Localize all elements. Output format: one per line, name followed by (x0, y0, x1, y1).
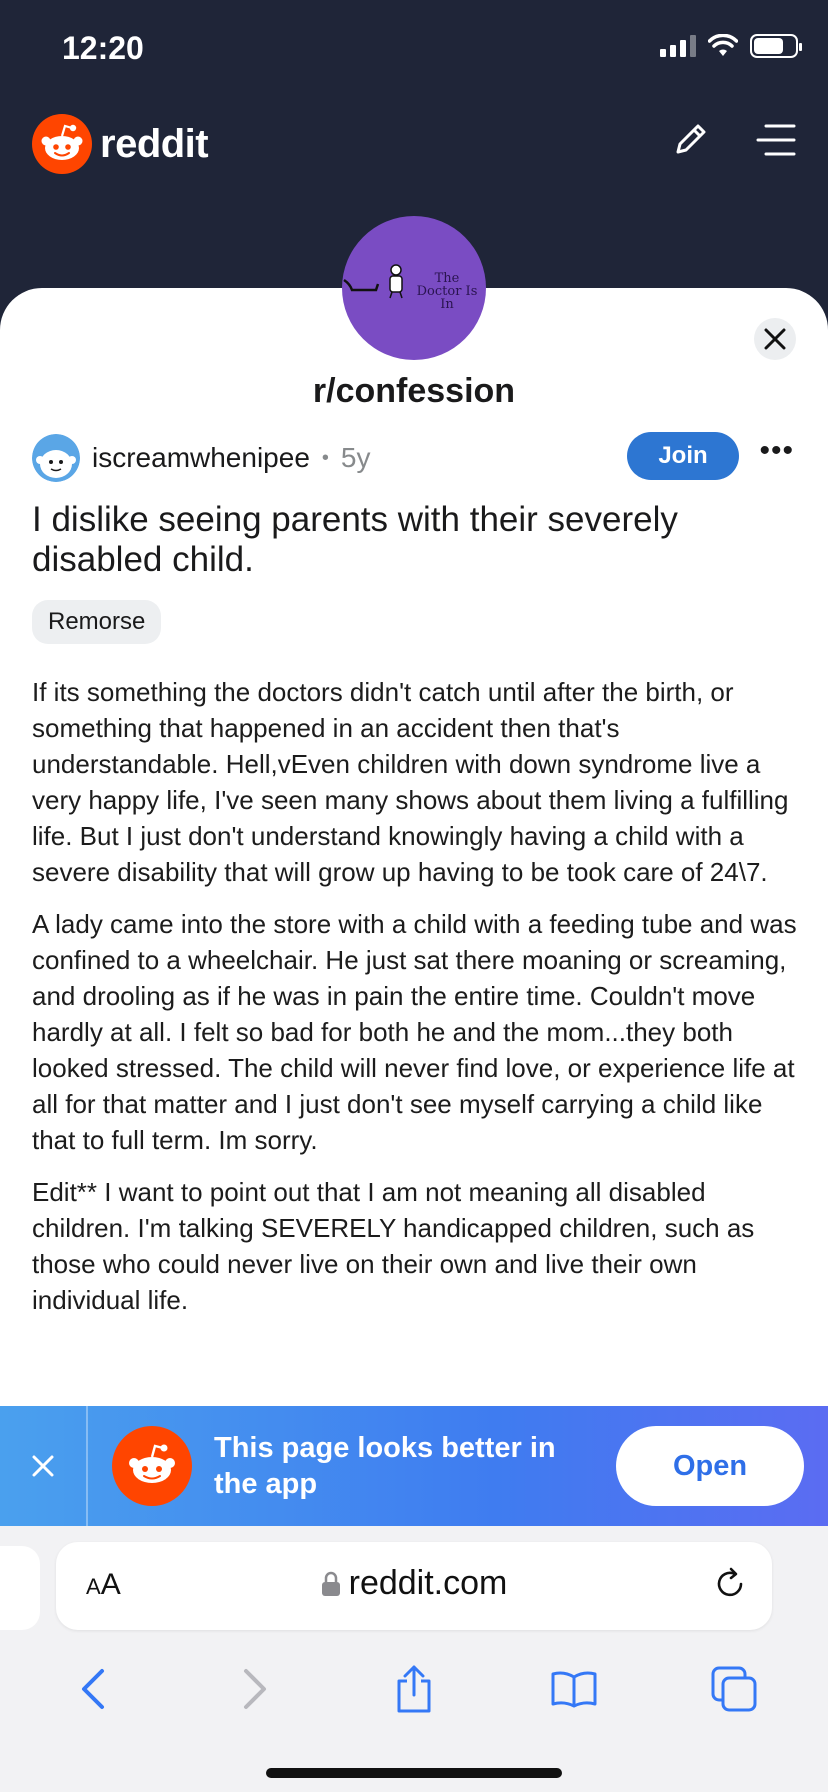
post-age: 5y (340, 442, 371, 473)
cellular-signal-icon (660, 35, 696, 57)
reddit-brand[interactable] (32, 114, 208, 174)
post-body (32, 674, 802, 1334)
post-author[interactable]: iscreamwhenipee (92, 442, 310, 473)
bookmarks-button[interactable] (539, 1654, 609, 1724)
browser-chrome (0, 1526, 828, 1792)
tabs-icon (711, 1666, 757, 1712)
meta-separator: • (321, 446, 329, 469)
post-paragraph: A lady came into the store with a child with a feeding tube and was confined to a wheelchair. He just sat there moaning or screaming, and drooling as if he was in pain the entire time. Couldn't move hardly at all. I felt so bad for both he and the mom...they both looked stressed. The child will never find love, or experience life at all for that matter and I just don't see myself carrying a child like that to full term. Im sorry. (32, 909, 797, 1155)
chevron-right-icon (240, 1667, 268, 1711)
text-size-button[interactable]: AA (86, 1568, 121, 1601)
app-banner (0, 1406, 828, 1526)
user-avatar-icon (32, 434, 80, 482)
more-options-button[interactable]: ••• (759, 434, 794, 467)
book-icon (550, 1669, 598, 1709)
status-time: 12:20 (62, 30, 144, 66)
subreddit-avatar (342, 216, 486, 360)
share-button[interactable] (379, 1654, 449, 1724)
lock-icon (321, 1571, 341, 1597)
browser-toolbar (0, 1654, 828, 1724)
address-bar[interactable] (56, 1542, 772, 1630)
chevron-left-icon (80, 1667, 108, 1711)
home-indicator (266, 1768, 562, 1778)
close-icon (764, 328, 786, 350)
back-button[interactable] (59, 1654, 129, 1724)
battery-icon (750, 34, 798, 58)
close-sheet-button[interactable] (754, 318, 796, 360)
post-title: I dislike seeing parents with their severely disabled child. (32, 500, 678, 579)
banner-message: This page looks better in the app (214, 1432, 556, 1500)
share-icon (394, 1665, 434, 1713)
wifi-icon (708, 34, 738, 58)
hamburger-icon[interactable] (756, 122, 796, 158)
subreddit-name[interactable]: r/confession (312, 372, 516, 410)
close-icon (31, 1454, 55, 1478)
post-paragraph: Edit** I want to point out that I am not meaning all disabled children. I'm talking SEVERELY handicapped children, such as those who could never live on their own and live their own individual life. (32, 1177, 755, 1315)
post-flair[interactable]: Remorse (32, 600, 161, 644)
banner-close-button[interactable] (0, 1406, 88, 1526)
user-avatar[interactable] (32, 434, 80, 482)
forward-button[interactable] (219, 1654, 289, 1724)
post-paragraph: If its something the doctors didn't catch until after the birth, or something that happened in an accident then that's understandable. Hell,vEven children with down syndrome live a very happy life, I've seen many shows about them living a fulfilling life. But I just don't understand knowingly having a child with a severe disability that will grow up having to be took care of 24\7. (32, 677, 789, 887)
tabs-button[interactable] (699, 1654, 769, 1724)
post-meta (32, 434, 370, 482)
reddit-snoo-icon (112, 1426, 192, 1506)
url-text: reddit.com (348, 1564, 508, 1602)
pencil-icon[interactable] (670, 120, 710, 160)
reload-icon[interactable] (712, 1566, 748, 1602)
join-button[interactable]: Join (627, 432, 739, 480)
url-display[interactable] (56, 1564, 772, 1603)
reddit-snoo-icon (32, 114, 92, 174)
subreddit-avatar-text: The Doctor Is In (416, 271, 478, 312)
previous-tab-preview[interactable] (0, 1546, 40, 1630)
brand-name: reddit (100, 121, 209, 166)
status-icons (660, 34, 798, 58)
header-actions (670, 120, 796, 160)
open-in-app-button[interactable]: Open (616, 1426, 804, 1506)
